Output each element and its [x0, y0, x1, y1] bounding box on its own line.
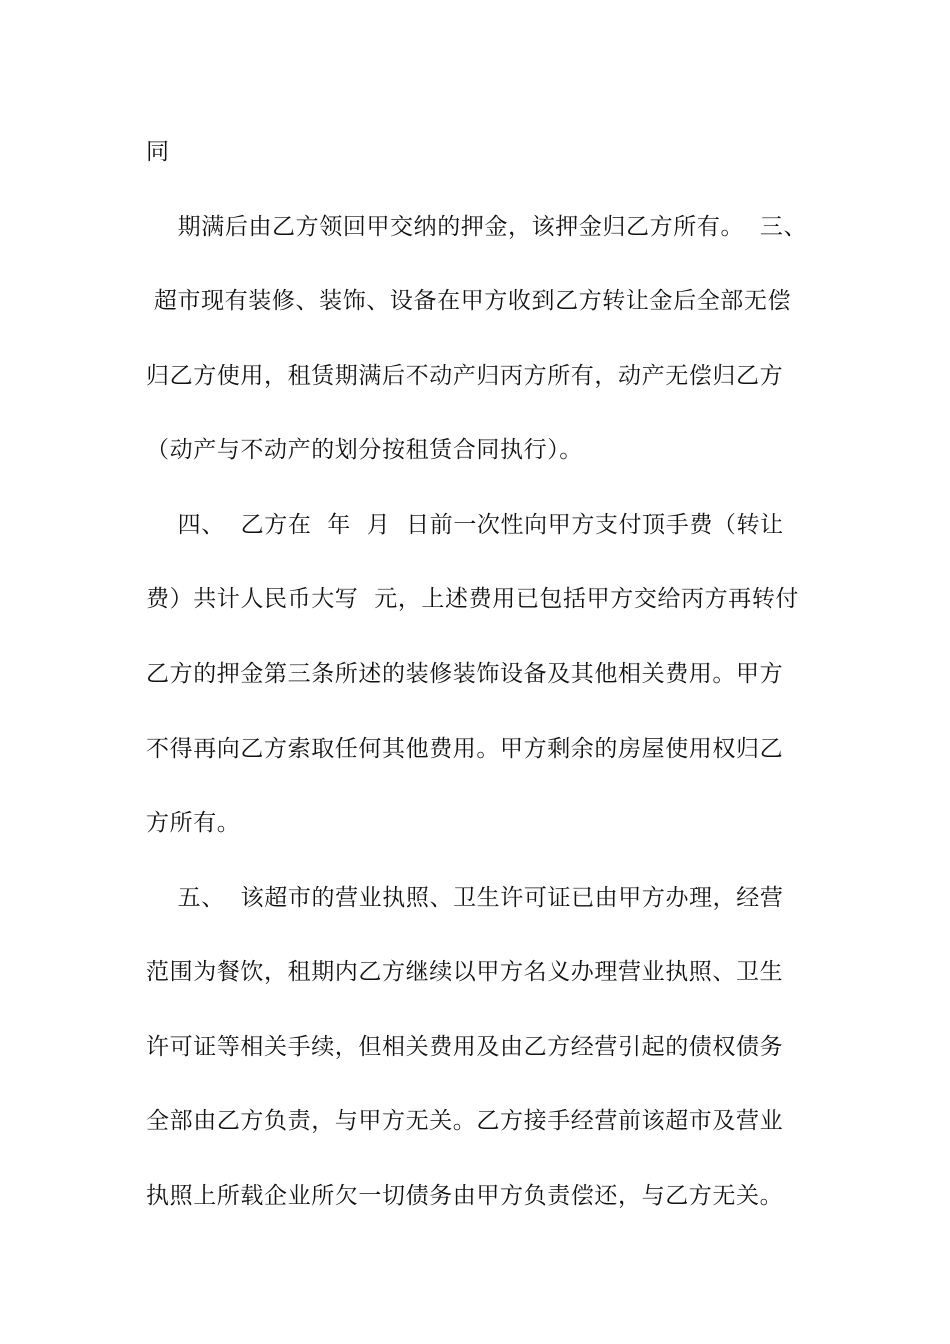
- text-line: 方所有。: [146, 810, 241, 836]
- text-line: 全部由乙方负责，与甲方无关。乙方接手经营前该超市及营业: [146, 1108, 784, 1134]
- text-line: 超市现有装修、装饰、设备在甲方收到乙方转让金后全部无偿: [146, 288, 792, 314]
- text-line: （动产与不动产的划分按租赁合同执行）。: [146, 437, 583, 463]
- text-line: 五、 该超市的营业执照、卫生许可证已由甲方办理，经营: [146, 885, 784, 911]
- text-line: 四、 乙方在 年 月 日前一次性向甲方支付顶手费（转让: [146, 512, 784, 538]
- text-line: 许可证等相关手续，但相关费用及由乙方经营引起的债权债务: [146, 1034, 784, 1060]
- text-line: 期满后由乙方领回甲交纳的押金，该押金归乙方所有。 三、: [146, 214, 808, 240]
- text-line: 范围为餐饮，租期内乙方继续以甲方名义办理营业执照、卫生: [146, 959, 784, 985]
- text-line: 同: [146, 139, 170, 165]
- text-line: 费）共计人民币大写 元，上述费用已包括甲方交给丙方再转付: [146, 586, 800, 612]
- text-line: 不得再向乙方索取任何其他费用。甲方剩余的房屋使用权归乙: [146, 736, 784, 762]
- text-line: 执照上所载企业所欠一切债务由甲方负责偿还，与乙方无关。: [146, 1183, 784, 1209]
- text-line: 乙方的押金第三条所述的装修装饰设备及其他相关费用。甲方: [146, 661, 784, 687]
- text-line: 归乙方使用，租赁期满后不动产归丙方所有，动产无偿归乙方: [146, 363, 784, 389]
